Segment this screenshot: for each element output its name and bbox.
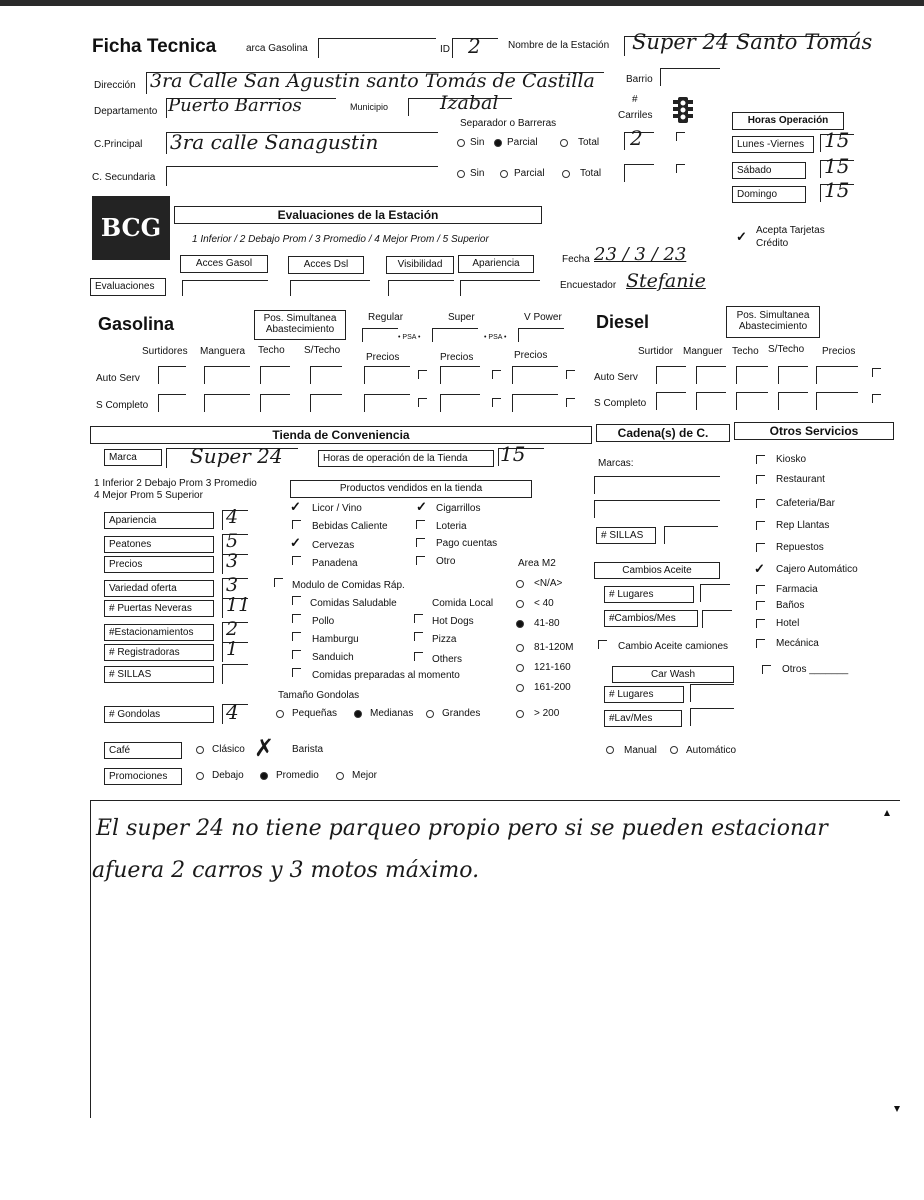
notes-scroll-down-icon[interactable] [894,1106,900,1112]
rating-label-4: # Puertas Neveras [104,600,214,617]
carwash-lugares-label: # Lugares [604,686,684,703]
cprincipal-label: C.Principal [94,139,143,150]
marcas-field-2[interactable] [594,500,720,518]
hamburgu-label: Hamburgu [312,634,359,645]
otros-checkbox-4[interactable] [756,543,765,552]
area-option-3: 81-120M [534,642,574,653]
pollo-checkbox[interactable] [292,614,301,623]
rating-value-0: 4 [226,506,239,528]
secundaria-total-radio[interactable] [562,170,570,178]
cigarrillos-label: Cigarrillos [436,503,481,514]
area-option-4: 121-160 [534,662,571,673]
evaluaciones-label: Evaluaciones [90,278,166,296]
grandes-label: Grandes [442,708,481,719]
credito-label: Crédito [756,238,789,249]
area-option-6: > 200 [534,708,560,719]
sabado-value: 15 [824,154,850,178]
sabado-label: Sábado [732,162,806,179]
psa-1: • PSA • [398,334,421,341]
otros-checkbox-5[interactable]: ✓ [754,561,765,576]
cambio-camiones-label: Cambio Aceite camiones [618,641,729,652]
marca-gasolina-label: arca Gasolina [246,43,308,54]
gasolina-abastecimiento-text: Abastecimiento [265,324,335,335]
fecha-value: 23 / 3 / 23 [594,244,687,265]
gasolina-title: Gasolina [98,314,175,334]
eval-visibilidad-field[interactable] [388,280,454,296]
gas-price-checkbox-1-0[interactable] [418,398,427,407]
barista-label: Barista [292,744,324,755]
gas-cell-1-5[interactable] [440,394,480,412]
clasico-label: Clásico [212,744,245,755]
area-option-5: 161-200 [534,682,571,693]
direccion-value: 3ra Calle San Agustin santo Tomás de Castilla [150,70,595,92]
hotdogs-checkbox[interactable] [414,614,423,623]
marcas-field-1[interactable] [594,476,720,494]
gas-price-checkbox-1-2[interactable] [566,398,575,407]
area-radio-3[interactable] [516,644,524,652]
direccion-label: Dirección [94,80,136,91]
tienda-title: Tienda de Conveniencia [90,426,592,444]
dsl-cell-1-4[interactable] [816,392,858,410]
otros-item-8: Hotel [776,618,800,629]
encuestador-label: Encuestador [560,280,617,291]
licor-label: Licor / Vino [312,503,362,514]
lav-mes-label: #Lav/Mes [604,710,682,727]
manual-label: Manual [624,745,657,756]
cadena-sillas-label: # SILLAS [596,527,656,544]
hamburgu-checkbox[interactable] [292,632,301,641]
rating-value-6: 1 [226,638,239,660]
eval-acces-dsl-field[interactable] [290,280,370,296]
otros-checkbox-3[interactable] [756,521,765,530]
gas-cell-0-0[interactable] [158,366,186,384]
promociones-label: Promociones [104,768,182,785]
dsl-price-checkbox-1[interactable] [872,394,881,403]
rating-label-5: #Estacionamientos [104,624,214,641]
comidas-saludable-label: Comidas Saludable [310,598,397,609]
gondolas-value: 4 [226,700,239,724]
barrio-field[interactable] [660,68,720,86]
carriles-secundaria-field[interactable] [624,164,654,182]
tienda-scale-1: 1 Inferior 2 Debajo Prom 3 Promedio [94,478,257,489]
carriles-hash: # [632,94,638,105]
notes-scroll-up-icon[interactable] [884,810,890,816]
separador-label: Separador o Barreras [460,118,557,129]
area-radio-0[interactable] [516,580,524,588]
otros-item-10: Otros _______ [782,664,849,675]
medianas-radio[interactable] [354,710,362,718]
regular-super-field[interactable] [432,328,478,342]
debajo-radio[interactable] [196,772,204,780]
cambios-mes-label: #Cambios/Mes [604,610,698,627]
panadena-checkbox[interactable] [292,556,301,565]
rating-value-3: 3 [226,574,239,596]
principal-sin-label: Sin [470,137,485,148]
others-label: Others [432,654,463,665]
dsl-cell-0-3[interactable] [778,366,808,384]
gas-cell-1-1[interactable] [204,394,250,412]
horas-operacion-title: Horas Operación [732,112,844,130]
psa-2: • PSA • [484,334,507,341]
gas-price-checkbox-0-2[interactable] [566,370,575,379]
csecundaria-field[interactable] [166,166,438,186]
gas-cell-1-2[interactable] [260,394,290,412]
principal-parcial-label: Parcial [507,137,538,148]
notes-line-1: El super 24 no tiene parqueo propio pero si se pueden estacionar [96,816,828,841]
cadena-title: Cadena(s) de C. [596,424,730,442]
id-value: 2 [468,34,481,58]
area-option-1: < 40 [534,598,554,609]
notes-box [90,800,900,1118]
municipio-label: Municipio [350,102,389,112]
nombre-label: Nombre de la Estación [508,40,610,51]
cambio-camiones-checkbox[interactable] [598,640,607,649]
horas-tienda-label: Horas de operación de la Tienda [318,450,494,467]
domingo-value: 15 [824,178,850,202]
cafe-label: Café [104,742,182,759]
mejor-radio[interactable] [336,772,344,780]
hotdogs-label: Hot Dogs [432,616,474,627]
gas-cell-1-3[interactable] [310,394,342,412]
cadena-sillas-field[interactable] [664,526,718,544]
principal-semaforo-checkbox[interactable] [676,132,685,141]
dsl-cell-0-2[interactable] [736,366,768,384]
otros-checkbox-9[interactable] [756,639,765,648]
diesel-abastecimiento-text: Abastecimiento [738,321,808,332]
otros-servicios-title: Otros Servicios [734,422,894,440]
diesel-stecho-label: S/Techo [768,344,805,355]
traffic-light-icon [672,96,694,124]
acces-gasol-label: Acces Gasol [180,255,268,273]
rating-label-0: Apariencia [104,512,214,529]
debajo-label: Debajo [212,770,244,781]
otros-item-4: Repuestos [776,542,824,553]
principal-sin-radio[interactable] [457,139,465,147]
tienda-marca-label: Marca [104,449,162,466]
mejor-label: Mejor [352,770,378,781]
cprincipal-value: 3ra calle Sanagustin [170,130,379,154]
cambios-mes-field[interactable] [702,610,732,628]
clasico-radio[interactable] [196,746,204,754]
pequenas-radio[interactable] [276,710,284,718]
otros-item-2: Cafeteria/Bar [776,498,835,509]
rating-label-7: # SILLAS [104,666,214,683]
comidas-prep-label: Comidas preparadas al momento [312,670,460,681]
cambios-lugares-field[interactable] [700,584,730,602]
loteria-checkbox[interactable] [416,520,425,529]
automatico-radio[interactable] [670,746,678,754]
productos-title: Productos vendidos en la tienda [290,480,532,498]
diesel-title: Diesel [596,312,650,332]
gas-cell-0-4[interactable] [364,366,410,384]
gas-cell-0-3[interactable] [310,366,342,384]
gas-price-checkbox-0-0[interactable] [418,370,427,379]
otros-item-0: Kiosko [776,454,807,465]
diesel-pos-sim-text: Pos. Simultanea [736,310,810,321]
bebidas-label: Bebidas Caliente [312,521,388,532]
techo-label: Techo [258,345,285,356]
otros-item-3: Rep Llantas [776,520,830,531]
barista-mark: ✗ [254,734,275,762]
dsl-cell-0-0[interactable] [656,366,686,384]
carriles-value: 2 [630,126,643,150]
otros-checkbox-8[interactable] [756,619,765,628]
gas-price-checkbox-0-1[interactable] [492,370,501,379]
gas-cell-1-4[interactable] [364,394,410,412]
marca-gasolina-field[interactable] [318,38,436,58]
gondolas-label: # Gondolas [104,706,214,723]
precios-super-label: Precios [440,352,474,363]
tamano-gondolas-label: Tamaño Gondolas [278,690,360,701]
otros-checkbox-0[interactable] [756,455,765,464]
departamento-label: Departamento [94,106,158,117]
notes-line-2: afuera 2 carros y 3 motos máximo. [92,858,480,883]
pago-label: Pago cuentas [436,538,498,549]
apariencia-eval-label: Apariencia [458,255,534,273]
rating-value-4: 11 [226,594,251,616]
pizza-checkbox[interactable] [414,632,423,641]
gas-cell-0-2[interactable] [260,366,290,384]
otros-checkbox-1[interactable] [756,475,765,484]
cervezas-checkbox[interactable]: ✓ [290,535,301,550]
area-radio-6[interactable] [516,710,524,718]
secundaria-sin-radio[interactable] [457,170,465,178]
pago-checkbox[interactable] [416,538,425,547]
area-radio-4[interactable] [516,664,524,672]
promedio-label: Promedio [276,770,319,781]
secundaria-parcial-label: Parcial [514,168,545,179]
cigarrillos-checkbox[interactable]: ✓ [416,499,427,514]
cambios-lugares-label: # Lugares [604,586,694,603]
others-checkbox[interactable] [414,652,423,661]
top-dark-edge [0,0,924,6]
rating-value-2: 3 [226,550,239,572]
gas-price-checkbox-1-1[interactable] [492,398,501,407]
otro-checkbox[interactable] [416,556,425,565]
area-option-2: 41-80 [534,618,560,629]
rating-label-2: Precios [104,556,214,573]
precios-regular-label: Precios [366,352,400,363]
otros-item-7: Baños [776,600,805,611]
bcg-logo: BCG [92,196,170,260]
gas-cell-1-0[interactable] [158,394,186,412]
rating-field-7[interactable] [222,664,248,684]
carwash-lugares-field[interactable] [690,684,734,702]
otro-label: Otro [436,556,456,567]
acces-dsl-label: Acces Dsl [288,256,364,274]
dsl-cell-1-3[interactable] [778,392,808,410]
eval-acces-gasol-field[interactable] [182,280,268,296]
regular-label: Regular [368,312,404,323]
diesel-techo-label: Techo [732,346,759,357]
secundaria-parcial-radio[interactable] [500,170,508,178]
cambios-aceite-title: Cambios Aceite [594,562,720,579]
otros-checkbox-7[interactable] [756,601,765,610]
secundaria-total-label: Total [580,168,602,179]
super-label: Super [448,312,475,323]
diesel-auto-serv-label: Auto Serv [594,372,638,383]
horas-tienda-value: 15 [500,442,526,466]
rating-label-3: Variedad oferta [104,580,214,597]
manguer-label: Manguer [683,346,723,357]
vpower-label: V Power [524,312,562,323]
otros-checkbox-2[interactable] [756,499,765,508]
sanduich-checkbox[interactable] [292,650,301,659]
otros-checkbox-10[interactable] [762,665,771,674]
pequenas-label: Pequeñas [292,708,338,719]
principal-total-label: Total [578,137,600,148]
super-vpower-field[interactable] [518,328,564,342]
secundaria-semaforo-checkbox[interactable] [676,164,685,173]
dsl-cell-0-1[interactable] [696,366,726,384]
surtidores-label: Surtidores [142,346,188,357]
evaluaciones-scale: 1 Inferior / 2 Debajo Prom / 3 Promedio / 4 Mejor Prom / 5 Superior [192,234,489,245]
barrio-label: Barrio [626,74,653,85]
tienda-marca-value: Super 24 [190,444,283,468]
area-radio-1[interactable] [516,600,524,608]
diesel-s-completo-label: S Completo [594,398,647,409]
medianas-label: Medianas [370,708,414,719]
pollo-label: Pollo [312,616,335,627]
pizza-label: Pizza [432,634,457,645]
principal-total-radio[interactable] [560,139,568,147]
stecho-label: S/Techo [304,345,341,356]
visibilidad-label: Visibilidad [386,256,454,274]
panadena-label: Panadena [312,558,358,569]
otros-item-1: Restaurant [776,474,825,485]
automatico-label: Automático [686,745,737,756]
diesel-pos-simultanea [726,306,820,338]
lunes-viernes-label: Lunes -Viernes [732,136,814,153]
gas-cell-0-6[interactable] [512,366,558,384]
id-label: ID [440,44,450,55]
diesel-precios-label: Precios [822,346,856,357]
dsl-cell-1-2[interactable] [736,392,768,410]
comida-local-label: Comida Local [432,598,494,609]
rating-value-1: 5 [226,530,239,552]
area-label: Area M2 [518,558,556,569]
precios-vpower-label: Precios [514,350,548,361]
marcas-label: Marcas: [598,458,634,469]
departamento-value: Puerto Barrios [168,95,302,116]
surtidor-label: Surtidor [638,346,674,357]
principal-parcial-radio[interactable] [494,139,502,147]
dsl-price-checkbox-0[interactable] [872,368,881,377]
gas-auto-serv-label: Auto Serv [96,373,140,384]
comidas-prep-checkbox[interactable] [292,668,301,677]
carwash-title: Car Wash [612,666,734,683]
gas-s-completo-label: S Completo [96,400,149,411]
acepta-tarjetas-checkbox[interactable]: ✓ [736,229,747,244]
encuestador-value: Stefanie [626,270,706,292]
carriles-label: Carriles [618,110,653,121]
rating-label-1: Peatones [104,536,214,553]
modulo-checkbox[interactable] [274,578,283,587]
tienda-scale-2: 4 Mejor Prom 5 Superior [94,490,203,501]
cervezas-label: Cervezas [312,540,355,551]
gasolina-pos-simultanea [254,310,346,340]
secundaria-sin-label: Sin [470,168,485,179]
gas-cell-0-5[interactable] [440,366,480,384]
csecundaria-label: C. Secundaria [92,172,156,183]
pos-sim-field[interactable] [362,328,398,342]
fecha-label: Fecha [562,254,590,265]
dsl-cell-0-4[interactable] [816,366,858,384]
dsl-cell-1-0[interactable] [656,392,686,410]
licor-checkbox[interactable]: ✓ [290,499,301,514]
rating-value-5: 2 [226,618,239,640]
bebidas-checkbox[interactable] [292,520,301,529]
municipio-value: Izabal [440,92,499,114]
domingo-label: Domingo [732,186,806,203]
otros-item-6: Farmacia [776,584,818,595]
area-option-0: <N/A> [534,578,563,589]
gasolina-pos-sim-text: Pos. Simultanea [263,313,337,324]
otros-item-9: Mecánica [776,638,819,649]
dsl-cell-1-1[interactable] [696,392,726,410]
area-radio-5[interactable] [516,684,524,692]
comidas-saludable-checkbox[interactable] [292,596,301,605]
evaluaciones-title: Evaluaciones de la Estación [174,206,542,224]
manguera-label: Manguera [200,346,246,357]
otros-checkbox-6[interactable] [756,585,765,594]
gas-cell-0-1[interactable] [204,366,250,384]
promedio-radio[interactable] [260,772,268,780]
modulo-label: Modulo de Comidas Ráp. [292,580,405,591]
area-radio-2[interactable] [516,620,524,628]
rating-label-6: # Registradoras [104,644,214,661]
otros-item-5: Cajero Automático [776,564,858,575]
eval-apariencia-field[interactable] [460,280,540,296]
lunes-viernes-value: 15 [824,128,850,152]
form-title: Ficha Tecnica [92,36,217,57]
gas-cell-1-6[interactable] [512,394,558,412]
nombre-value: Super 24 Santo Tomás [632,30,873,54]
grandes-radio[interactable] [426,710,434,718]
acepta-tarjetas-label: Acepta Tarjetas [756,225,825,236]
loteria-label: Loteria [436,521,467,532]
lav-mes-field[interactable] [690,708,734,726]
manual-radio[interactable] [606,746,614,754]
sanduich-label: Sanduich [312,652,354,663]
